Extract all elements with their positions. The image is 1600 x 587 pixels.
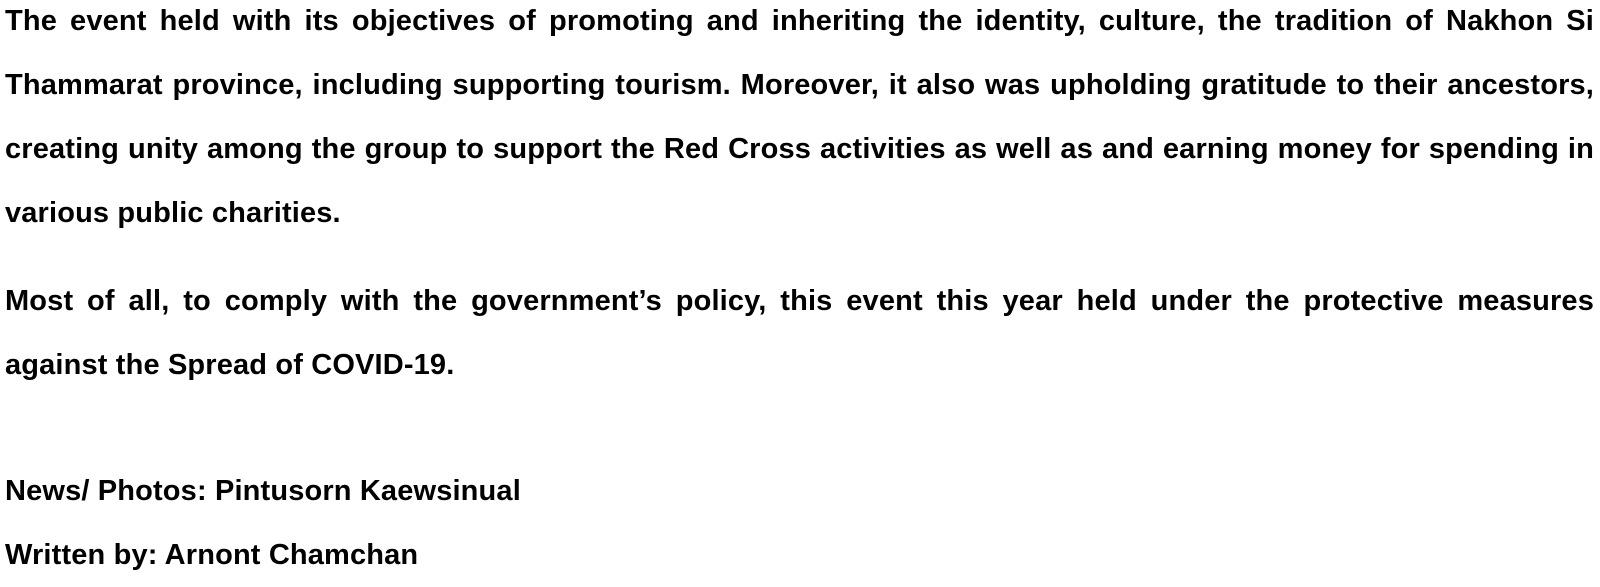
credit-news-photos: News/ Photos: Pintusorn Kaewsinual	[5, 475, 521, 507]
paragraph-objectives: The event held with its objectives of promoting and inheriting the identity, culture, the tradition of Nakhon Si Thammarat province, including supporting tourism. Moreover, it also was upholding gratitude to their ancestors, creating unity among the group to support the Red Cross activities as well as and earning money for spending in various public charities.	[5, 5, 1594, 229]
credit-written-by: Written by: Arnont Chamchan	[5, 539, 419, 571]
paragraph-covid-measures: Most of all, to comply with the government’s policy, this event this year held under the protective measures against the Spread of COVID-19.	[5, 285, 1594, 381]
article-body	[5, 0, 1594, 587]
